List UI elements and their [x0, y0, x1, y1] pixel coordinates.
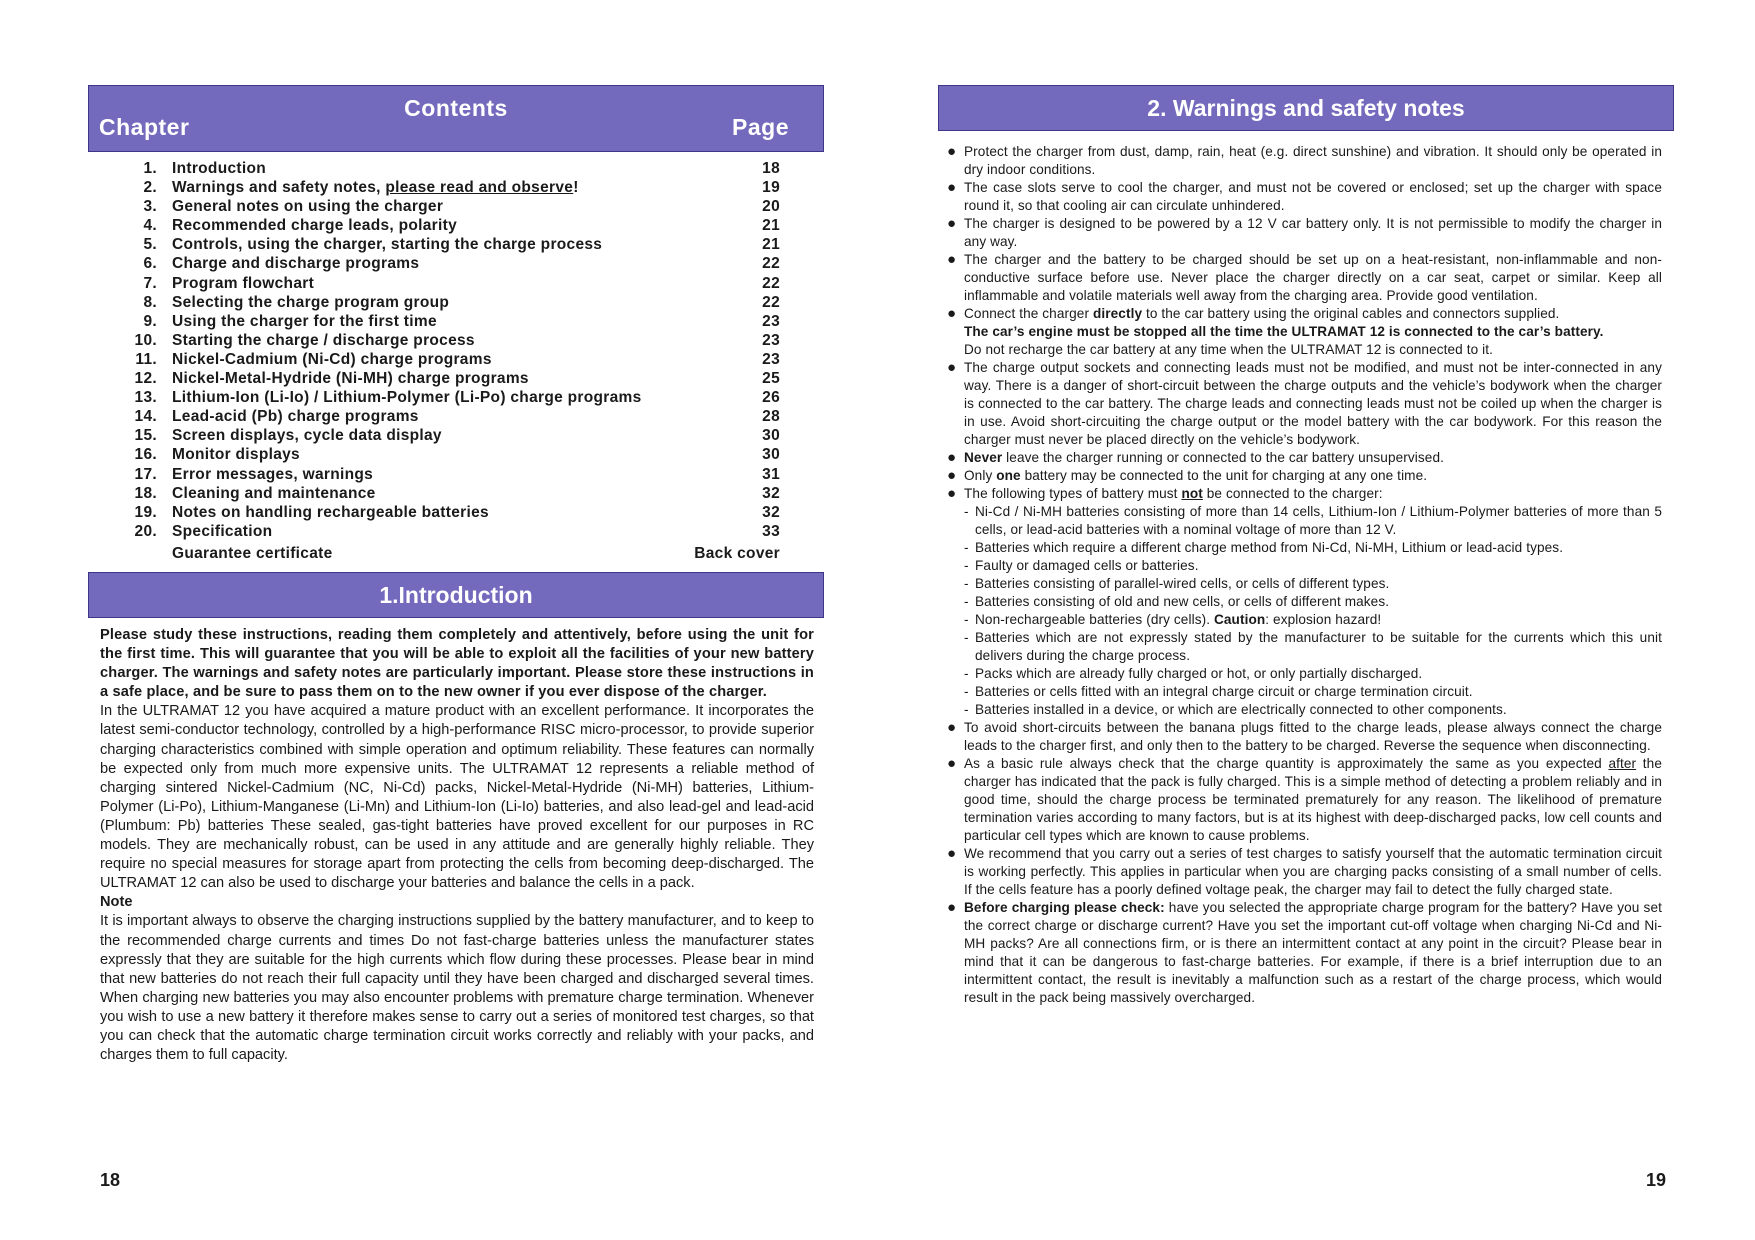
dash-icon: -: [964, 684, 969, 699]
battery-exclusion-item: [947, 575, 1662, 593]
toc-number: 10.: [134, 331, 157, 349]
toc-row[interactable]: [120, 504, 780, 523]
table-of-contents: [120, 160, 780, 564]
warning-text: the charger has indicated that the pack is fully charged. This is a simple method of detecting a problem reliably and in good time, should the charge process be terminated prematurely for any reason. The likelihood of premature termination varies according to many factors, but is at its highest with deep-discharged packs, low cell counts and particular cell types which are known to cause problems.: [964, 756, 1662, 843]
toc-number: 16.: [134, 446, 157, 464]
dash-icon: -: [964, 540, 969, 555]
toc-title-end: !: [573, 179, 579, 197]
toc-number: 20.: [134, 522, 157, 540]
dash-icon: -: [964, 558, 969, 573]
toc-page: 18: [762, 160, 780, 177]
page-column-label: Page: [732, 114, 789, 140]
warning-text: The case slots serve to cool the charger, and must not be covered or enclosed; set up the charger with space round it, so that cooling air can circulate unhindered.: [964, 180, 1662, 213]
toc-title: Lithium-Ion (Li-Io) / Lithium-Polymer (Li-Po) charge programs: [172, 389, 642, 407]
toc-title: Charge and discharge programs: [172, 255, 420, 273]
toc-number: 15.: [134, 427, 157, 445]
exclusion-text: : explosion hazard!: [1265, 612, 1382, 627]
battery-exclusion-item: [947, 629, 1662, 665]
toc-number: 1.: [143, 160, 157, 177]
battery-exclusion-item: [947, 665, 1662, 683]
bullet-icon: ●: [947, 755, 957, 772]
bullet-icon: ●: [947, 305, 957, 322]
battery-exclusion-item: [947, 539, 1662, 557]
warning-item: [947, 359, 1662, 449]
toc-page: Back cover: [694, 544, 780, 562]
exclusion-text: Batteries consisting of parallel-wired cells, or cells of different types.: [975, 576, 1390, 591]
bullet-icon: ●: [947, 359, 957, 376]
bullet-icon: ●: [947, 251, 957, 268]
page-number-left: 18: [100, 1170, 121, 1190]
warning-item: [947, 305, 1662, 359]
warnings-list: [947, 143, 1662, 1007]
exclusion-emphasis: Caution: [1213, 612, 1266, 627]
introduction-body: [100, 626, 814, 1065]
warning-text: Connect the charger: [964, 306, 1093, 321]
toc-row[interactable]: [120, 408, 780, 427]
battery-exclusion-item: [947, 557, 1662, 575]
toc-title: Nickel-Metal-Hydride (Ni-MH) charge programs: [172, 370, 529, 388]
bullet-icon: ●: [947, 179, 957, 196]
toc-number: 12.: [134, 370, 157, 388]
warning-item: [947, 449, 1662, 467]
warning-item: [947, 755, 1662, 845]
toc-title: Lead-acid (Pb) charge programs: [172, 408, 419, 426]
toc-row[interactable]: [120, 217, 780, 236]
warning-item: [947, 143, 1662, 179]
toc-row[interactable]: [120, 179, 780, 198]
bullet-icon: ●: [947, 215, 957, 232]
exclusion-text: Batteries which require a different charge method from Ni-Cd, Ni-MH, Lithium or lead-acid types.: [975, 540, 1564, 555]
introduction-header-band: [88, 572, 824, 618]
warning-text: The charger and the battery to be charged should be set up on a heat-resistant, non-inflammable and non-conductive surface before use. Never place the charger directly on a car seat, carpet or similar. Keep all inflammable and volatile materials well away from the charging area. Provide good ventilation.: [964, 252, 1662, 303]
warning-text: The charger is designed to be powered by a 12 V car battery only. It is not permissible to modify the charger in any way.: [964, 216, 1662, 249]
exclusion-text: Packs which are already fully charged or hot, or only partially discharged.: [975, 666, 1423, 681]
bullet-icon: ●: [947, 719, 957, 736]
toc-number: 11.: [135, 350, 157, 368]
bullet-icon: ●: [947, 143, 957, 160]
toc-page: 30: [762, 427, 780, 445]
toc-row[interactable]: [120, 370, 780, 389]
toc-row-guarantee[interactable]: [120, 545, 780, 564]
contents-header-band: [88, 85, 824, 152]
toc-title: Selecting the charge program group: [172, 293, 450, 311]
toc-row[interactable]: [120, 332, 780, 351]
right-page: [877, 0, 1755, 1240]
warning-text: Do not recharge the car battery at any time when the ULTRAMAT 12 is connected to it.: [964, 342, 1493, 357]
introduction-bold-paragraph: Please study these instructions, reading them completely and attentively, before using the unit for the first time. This will guarantee that you will be able to exploit all the facilities of your new battery charger. The warnings and safety notes are particularly important. Please store these instructions in a safe place, and be sure to pass them on to the new owner if you ever dispose of the charger.: [100, 627, 814, 701]
warning-text: We recommend that you carry out a series of test charges to satisfy yourself that the automatic termination circuit is working perfectly. This applies in particular when you are charging packs consisting of a small number of cells. If the cells feature has a poorly defined voltage peak, the charger may fail to detect the fully charged state.: [964, 846, 1662, 897]
warning-text: Only: [964, 468, 997, 483]
battery-exclusion-item: [947, 593, 1662, 611]
toc-row[interactable]: [120, 236, 780, 255]
note-heading: Note: [100, 894, 133, 911]
toc-title: Notes on handling rechargeable batteries: [172, 503, 489, 521]
warning-text: Protect the charger from dust, damp, rain, heat (e.g. direct sunshine) and vibration. It should only be operated in dry indoor conditions.: [964, 144, 1662, 177]
toc-title: Using the charger for the first time: [172, 312, 437, 330]
toc-number: 17.: [134, 465, 157, 483]
bullet-icon: ●: [947, 899, 957, 916]
toc-number: 9.: [143, 312, 157, 330]
battery-exclusion-item: [947, 503, 1662, 539]
warning-item: [947, 899, 1662, 1007]
toc-page: 30: [762, 446, 780, 464]
toc-row[interactable]: [120, 160, 780, 179]
warning-emphasis: Before charging please check:: [964, 900, 1165, 915]
toc-number: 8.: [143, 293, 157, 311]
toc-page: 25: [762, 370, 780, 388]
warning-item: [947, 251, 1662, 305]
exclusion-text: Batteries or cells fitted with an integral charge circuit or charge termination circuit.: [975, 684, 1473, 699]
battery-exclusion-item: [947, 701, 1662, 719]
toc-row[interactable]: [120, 275, 780, 294]
toc-page: 26: [762, 389, 780, 407]
contents-title: Contents: [404, 95, 508, 121]
warning-text: The charge output sockets and connecting leads must not be modified, and must not be inter-connected in any way. There is a danger of short-circuit between the charge outputs and the vehicle’s bodywork when the charger is connected to the car battery. The charge leads and connecting leads must not be coiled up when the charger is in use. Avoid short-circuiting the charge output or the model battery with the car bodywork. For this reason the charger must never be placed directly on the vehicle’s bodywork.: [964, 360, 1662, 447]
dash-icon: -: [964, 576, 969, 591]
toc-title: Nickel-Cadmium (Ni-Cd) charge programs: [172, 350, 492, 368]
warning-emphasis: after: [1608, 756, 1637, 771]
bullet-icon: ●: [947, 467, 957, 484]
warning-item: [947, 845, 1662, 899]
toc-number: 7.: [143, 274, 157, 292]
page-number-right: 19: [1645, 1170, 1666, 1190]
toc-row[interactable]: [120, 255, 780, 274]
warning-text: leave the charger running or connected to the car battery unsupervised.: [1002, 450, 1445, 465]
toc-title-text: Warnings and safety notes,: [172, 179, 386, 197]
toc-title: General notes on using the charger: [172, 198, 444, 216]
toc-page: 23: [762, 350, 780, 368]
toc-title: Specification: [172, 522, 273, 540]
battery-exclusion-item: [947, 611, 1662, 629]
toc-number: 5.: [143, 236, 157, 254]
warning-text: have you selected the appropriate charge program for the battery? Have you set the correct charge or discharge current? Have you set the important cut-off voltage when charging Ni-Cd and Ni-MH packs? Are all connections firm, or is there an intermittent contact at any point in the circuit? Please bear in mind that it can be dangerous to fast-charge batteries. For example, if there is a brief interruption due to an intermittent contact, the result is inevitably a malfunction such as a restart of the charge process, which would result in the pack being massively overcharged.: [964, 900, 1662, 1005]
toc-title: [172, 179, 579, 197]
toc-page: 32: [762, 484, 780, 502]
left-page: [0, 0, 877, 1240]
dash-icon: -: [964, 666, 969, 681]
note-paragraph: It is important always to observe the charging instructions supplied by the battery manufacturer, and to keep to the recommended charge currents and times Do not fast-charge batteries unless the manufacturer states expressly that they are suitable for the high currents which flow during these processes. Please bear in mind that new batteries do not reach their full capacity until they have been charged and discharged several times. When charging new batteries you may also encounter problems with premature charge termination. Whenever you wish to use a new battery it therefore makes sense to carry out a series of monitored test charges, so that you can check that the automatic charge termination circuit works correctly and reliably with your packs, and charges them to full capacity.: [100, 913, 814, 1064]
exclusion-text: Non-rechargeable batteries (dry cells).: [975, 612, 1214, 627]
warning-text: To avoid short-circuits between the banana plugs fitted to the charge leads, please always connect the charge leads to the charger first, and only then to the battery to be charged. Reverse the sequence when disconnecting.: [964, 720, 1662, 753]
toc-page: 31: [762, 465, 780, 483]
toc-title: Monitor displays: [172, 446, 300, 464]
warning-item: [947, 467, 1662, 485]
warnings-heading: 2. Warnings and safety notes: [1147, 95, 1465, 121]
toc-row[interactable]: [120, 294, 780, 313]
toc-page: 22: [762, 274, 780, 292]
toc-number: 6.: [143, 255, 157, 273]
toc-page: 28: [762, 408, 780, 426]
toc-page: 21: [762, 236, 780, 254]
warning-text: be connected to the charger:: [1202, 486, 1383, 501]
warning-text: The following types of battery must: [964, 486, 1182, 501]
warning-item: [947, 719, 1662, 755]
dash-icon: -: [964, 630, 969, 645]
dash-icon: -: [964, 702, 969, 717]
toc-page: 23: [762, 312, 780, 330]
introduction-paragraph: In the ULTRAMAT 12 you have acquired a mature product with an excellent performance. It incorporates the latest semi-conductor technology, controlled by a high-performance RISC micro-processor, to provide superior charging characteristics combined with simple operation and optimum reliability. These features can normally be expected only from much more expensive units. The ULTRAMAT 12 represents a reliable method of charging sintered Nickel-Cadmium (NC, Ni-Cd) packs, Nickel-Metal-Hydride (Ni-MH) batteries, Lithium-Polymer (Li-Po), Lithium-Manganese (Li-Mn) and Lithium-Ion (Li-Io) batteries, and also lead-gel and lead-acid (Plumbum: Pb) batteries These sealed, gas-tight batteries have proved excellent for our purposes in RC models. They are mechanically robust, can be used in any attitude and are generally highly reliable. They require no special measures for storage apart from protecting the cells from becoming deep-discharged. The ULTRAMAT 12 can also be used to discharge your batteries and balance the cells in a pack.: [100, 703, 814, 892]
exclusion-text: Faulty or damaged cells or batteries.: [975, 558, 1199, 573]
bullet-icon: ●: [947, 449, 957, 466]
bullet-icon: ●: [947, 485, 957, 502]
toc-number: 14.: [134, 408, 157, 426]
toc-page: 33: [762, 522, 780, 540]
toc-number: 3.: [143, 198, 157, 216]
toc-row[interactable]: [120, 485, 780, 504]
dash-icon: -: [964, 594, 969, 609]
warning-text: to the car battery using the original cables and connectors supplied.: [1142, 306, 1560, 321]
exclusion-text: Batteries which are not expressly stated by the manufacturer to be suitable for the currents which this unit delivers during the charge process.: [975, 630, 1662, 663]
toc-number: 2.: [143, 179, 157, 197]
toc-number: 18.: [134, 484, 157, 502]
warning-emphasis: Never: [964, 450, 1003, 465]
toc-title: Starting the charge / discharge process: [172, 331, 475, 349]
toc-row[interactable]: [120, 523, 780, 542]
toc-page: 23: [762, 331, 780, 349]
toc-row[interactable]: [120, 466, 780, 485]
bullet-icon: ●: [947, 845, 957, 862]
exclusion-text: Batteries installed in a device, or which are electrically connected to other components.: [975, 702, 1507, 717]
warning-emphasis: directly: [1092, 306, 1143, 321]
toc-title: Introduction: [172, 160, 266, 177]
warning-emphasis: one: [996, 468, 1021, 483]
toc-title: Cleaning and maintenance: [172, 484, 376, 502]
toc-page: 22: [762, 293, 780, 311]
warning-item: [947, 485, 1662, 503]
toc-page: 32: [762, 503, 780, 521]
toc-title-link[interactable]: please read and observe: [385, 179, 574, 197]
toc-title: Controls, using the charger, starting the charge process: [172, 236, 603, 254]
exclusion-text: Ni-Cd / Ni-MH batteries consisting of more than 14 cells, Lithium-Ion / Lithium-Polymer batteries of more than 5 cells, or lead-acid batteries with a nominal voltage of more than 12 V.: [975, 504, 1662, 537]
warning-item: [947, 179, 1662, 215]
warning-item: [947, 215, 1662, 251]
dash-icon: -: [964, 612, 969, 627]
toc-title: Recommended charge leads, polarity: [172, 217, 457, 235]
warning-emphasis: The car’s engine must be stopped all the time the ULTRAMAT 12 is connected to the car’s battery.: [964, 324, 1604, 339]
toc-title: Screen displays, cycle data display: [172, 427, 442, 445]
toc-number: 4.: [143, 217, 157, 235]
exclusion-text: Batteries consisting of old and new cells, or cells of different makes.: [975, 594, 1390, 609]
toc-row[interactable]: [120, 427, 780, 446]
toc-row[interactable]: [120, 198, 780, 217]
toc-title: Error messages, warnings: [172, 465, 374, 483]
warning-emphasis: not: [1181, 486, 1203, 501]
toc-row[interactable]: [120, 389, 780, 408]
battery-exclusion-item: [947, 683, 1662, 701]
warning-text: As a basic rule always check that the charge quantity is approximately the same as you expected: [964, 756, 1609, 771]
toc-page: 19: [762, 179, 780, 197]
chapter-column-label: Chapter: [99, 114, 190, 140]
toc-number: 19.: [134, 503, 157, 521]
toc-title: Guarantee certificate: [172, 544, 333, 562]
toc-page: 22: [762, 255, 780, 273]
toc-row[interactable]: [120, 313, 780, 332]
warning-text: battery may be connected to the unit for charging at any one time.: [1020, 468, 1428, 483]
toc-page: 21: [762, 217, 780, 235]
toc-row[interactable]: [120, 351, 780, 370]
toc-page: 20: [762, 198, 780, 216]
warnings-header-band: [938, 85, 1674, 131]
dash-icon: -: [964, 504, 969, 519]
toc-number: 13.: [134, 389, 157, 407]
toc-row[interactable]: [120, 446, 780, 465]
introduction-heading: 1.Introduction: [379, 582, 533, 608]
toc-title: Program flowchart: [172, 274, 315, 292]
